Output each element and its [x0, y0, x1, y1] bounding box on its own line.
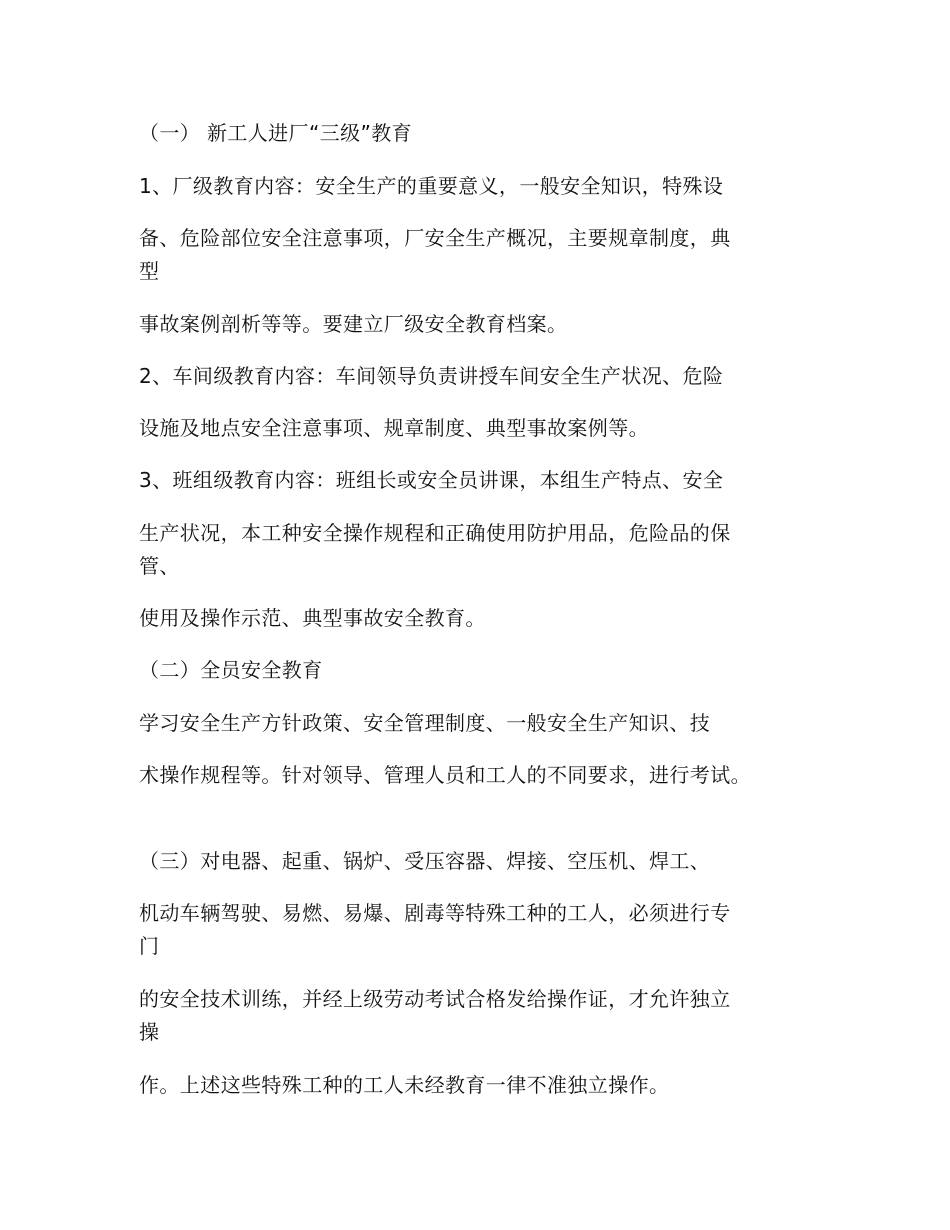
paragraph-line: 的安全技术训练，并经上级劳动考试合格发给操作证，才允许独立	[139, 987, 731, 1011]
paragraph-line: 设施及地点安全注意事项、规章制度、典型事故案例等。	[139, 416, 649, 440]
paragraph-line: 2、车间级教育内容：车间领导负责讲授车间安全生产状况、危险	[139, 364, 724, 388]
paragraph-line: 作。上述这些特殊工种的工人未经教育一律不准独立操作。	[139, 1073, 670, 1097]
paragraph-line: 术操作规程等。针对领导、管理人员和工人的不同要求，进行考试。	[139, 763, 751, 787]
heading-section-3: （三）对电器、起重、锅炉、受压容器、焊接、空压机、焊工、	[139, 849, 711, 873]
paragraph-line: 备、危险部位安全注意事项，厂安全生产概况，主要规章制度，典	[139, 226, 731, 250]
paragraph-line: 型	[139, 259, 160, 283]
paragraph-line: 操	[139, 1020, 160, 1044]
paragraph-line: 使用及操作示范、典型事故安全教育。	[139, 606, 486, 630]
paragraph-line: 学习安全生产方针政策、安全管理制度、一般安全生产知识、技	[139, 711, 711, 735]
heading-section-2: （二）全员安全教育	[139, 658, 323, 682]
paragraph-line: 3、班组级教育内容：班组长或安全员讲课，本组生产特点、安全	[139, 468, 724, 492]
paragraph-line: 1、厂级教育内容：安全生产的重要意义，一般安全知识，特殊设	[139, 174, 724, 198]
paragraph-line: 门	[139, 934, 160, 958]
paragraph-line: 生产状况，本工种安全操作规程和正确使用防护用品，危险品的保	[139, 521, 731, 545]
paragraph-line: 事故案例剖析等等。要建立厂级安全教育档案。	[139, 312, 568, 336]
paragraph-line: 机动车辆驾驶、易燃、易爆、剧毒等特殊工种的工人，必须进行专	[139, 901, 731, 925]
heading-section-1: （一） 新工人进厂“三级”教育	[139, 121, 413, 145]
paragraph-line: 管、	[139, 554, 180, 578]
